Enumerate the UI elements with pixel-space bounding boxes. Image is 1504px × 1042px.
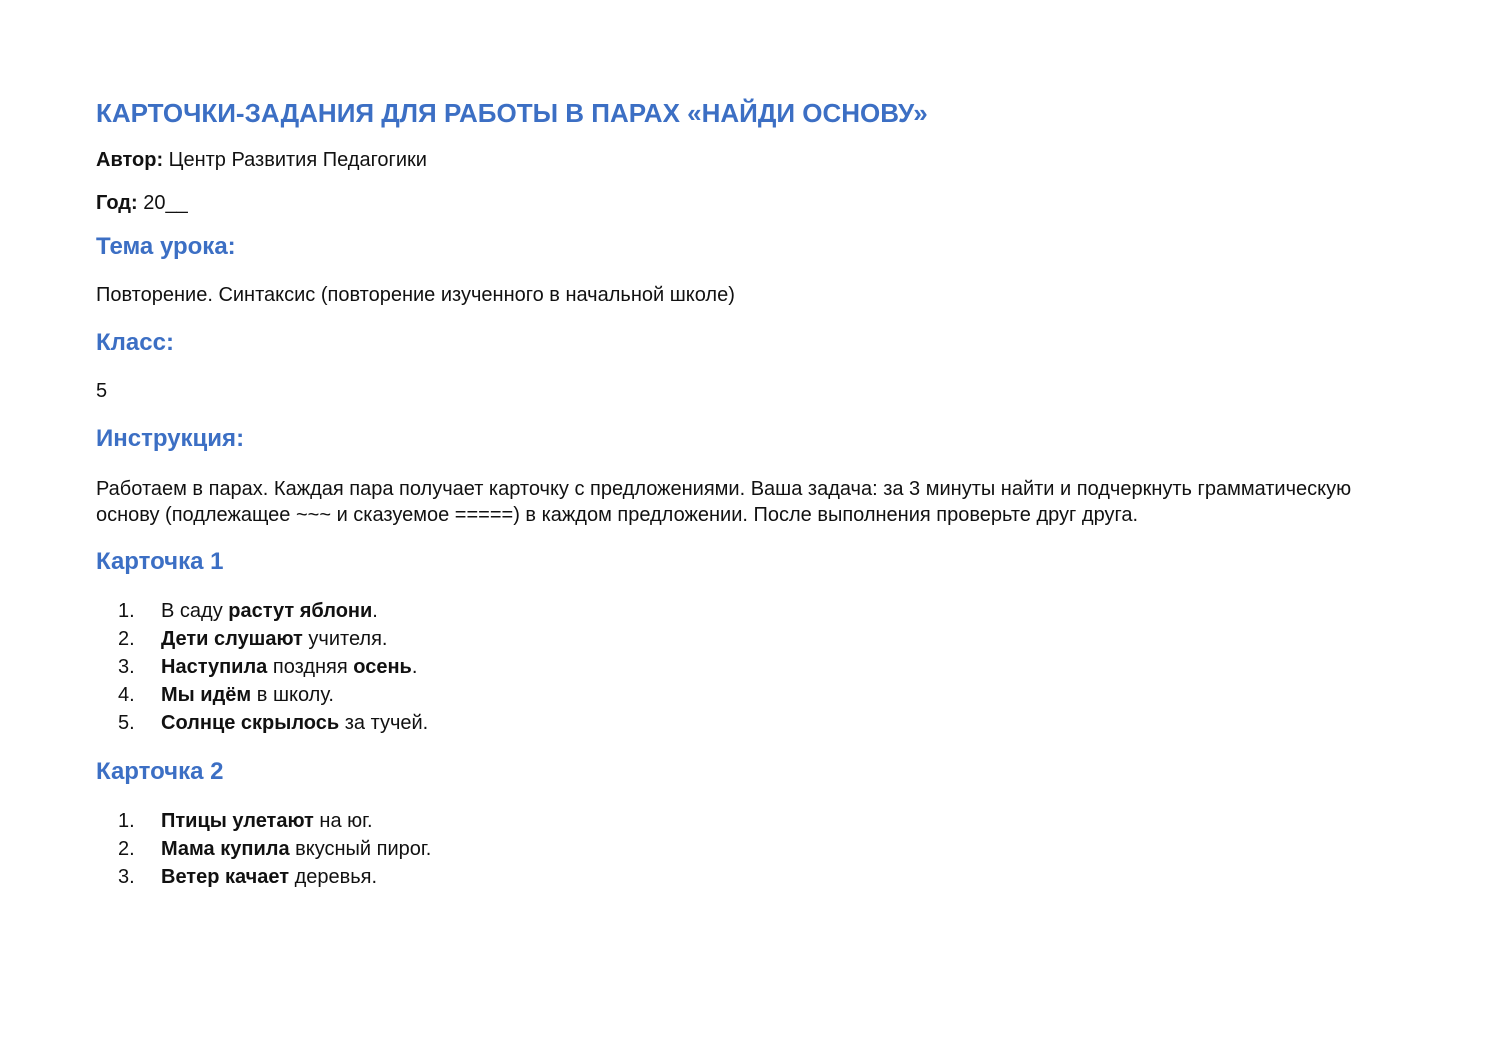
list-number: 2.: [118, 838, 135, 860]
sentence-text: [161, 863, 377, 891]
grammatical-basis-word: Ветер качает: [161, 866, 290, 888]
card-1-heading: Карточка 1: [96, 548, 224, 575]
list-number: 3.: [118, 656, 135, 678]
card-2-list: [96, 807, 1408, 891]
card-1-sentence-5: [96, 709, 1408, 737]
topic-heading: Тема урока:: [96, 233, 236, 260]
class-text: 5: [96, 380, 108, 402]
grammatical-basis-word: Наступила: [161, 656, 268, 678]
author-line: [96, 147, 1408, 173]
sentence-word: вкусный пирог.: [289, 838, 432, 860]
card-2-sentence-2: [96, 835, 1408, 863]
sentence-text: [161, 597, 378, 625]
document-title: КАРТОЧКИ-ЗАДАНИЯ ДЛЯ РАБОТЫ В ПАРАХ «НАЙДИ ОСНОВУ»: [96, 98, 928, 128]
sentence-word: .: [411, 656, 418, 678]
list-number: 2.: [118, 628, 135, 650]
topic-text: Повторение. Синтаксис (повторение изученного в начальной школе): [96, 284, 735, 306]
instruction-heading: Инструкция:: [96, 425, 245, 452]
card-1-sentence-4: [96, 681, 1408, 709]
list-number: 1.: [118, 810, 135, 832]
sentence-word: деревья.: [289, 866, 378, 888]
sentence-word: на юг.: [313, 810, 373, 832]
grammatical-basis-word: осень: [353, 656, 412, 678]
sentence-word: В саду: [161, 600, 229, 622]
card-1-sentence-3: [96, 653, 1408, 681]
grammatical-basis-word: Дети слушают: [161, 628, 303, 650]
card-1-sentence-2: [96, 625, 1408, 653]
sentence-word: поздняя: [267, 656, 354, 678]
card-1-sentence-1: [96, 597, 1408, 625]
sentence-text: [161, 709, 428, 737]
sentence-word: за тучей.: [339, 712, 429, 734]
year-label: Год:: [96, 192, 138, 214]
sentence-word: учителя.: [302, 628, 388, 650]
instruction-text: Работаем в парах. Каждая пара получает карточку с предложениями. Ваша задача: за 3 минуты найти и подчеркнуть грамматическую основу (подлежащее ~~~ и сказуемое =====) в каждом предложении. После выполнения проверьте друг друга.: [96, 478, 1352, 526]
sentence-text: [161, 625, 387, 653]
list-number: 3.: [118, 866, 135, 888]
author-label: Автор:: [96, 149, 164, 171]
list-number: 5.: [118, 712, 135, 734]
grammatical-basis-word: Мама купила: [161, 838, 290, 860]
card-2-sentence-1: [96, 807, 1408, 835]
list-number: 4.: [118, 684, 135, 706]
class-heading: Класс:: [96, 329, 174, 356]
year-value: 20__: [137, 192, 188, 214]
grammatical-basis-word: Мы идём: [161, 684, 252, 706]
sentence-text: [161, 681, 334, 709]
card-2-sentence-3: [96, 863, 1408, 891]
list-number: 1.: [118, 600, 135, 622]
sentence-word: .: [372, 600, 378, 622]
card-2-heading: Карточка 2: [96, 758, 224, 785]
sentence-text: [161, 653, 417, 681]
sentence-text: [161, 835, 431, 863]
grammatical-basis-word: Птицы улетают: [161, 810, 314, 832]
author-value: Центр Развития Педагогики: [163, 149, 427, 171]
sentence-word: в школу.: [251, 684, 334, 706]
card-1-list: [96, 597, 1408, 737]
sentence-text: [161, 807, 373, 835]
grammatical-basis-word: растут яблони: [228, 600, 373, 622]
year-line: [96, 190, 1408, 216]
grammatical-basis-word: Солнце скрылось: [161, 712, 340, 734]
